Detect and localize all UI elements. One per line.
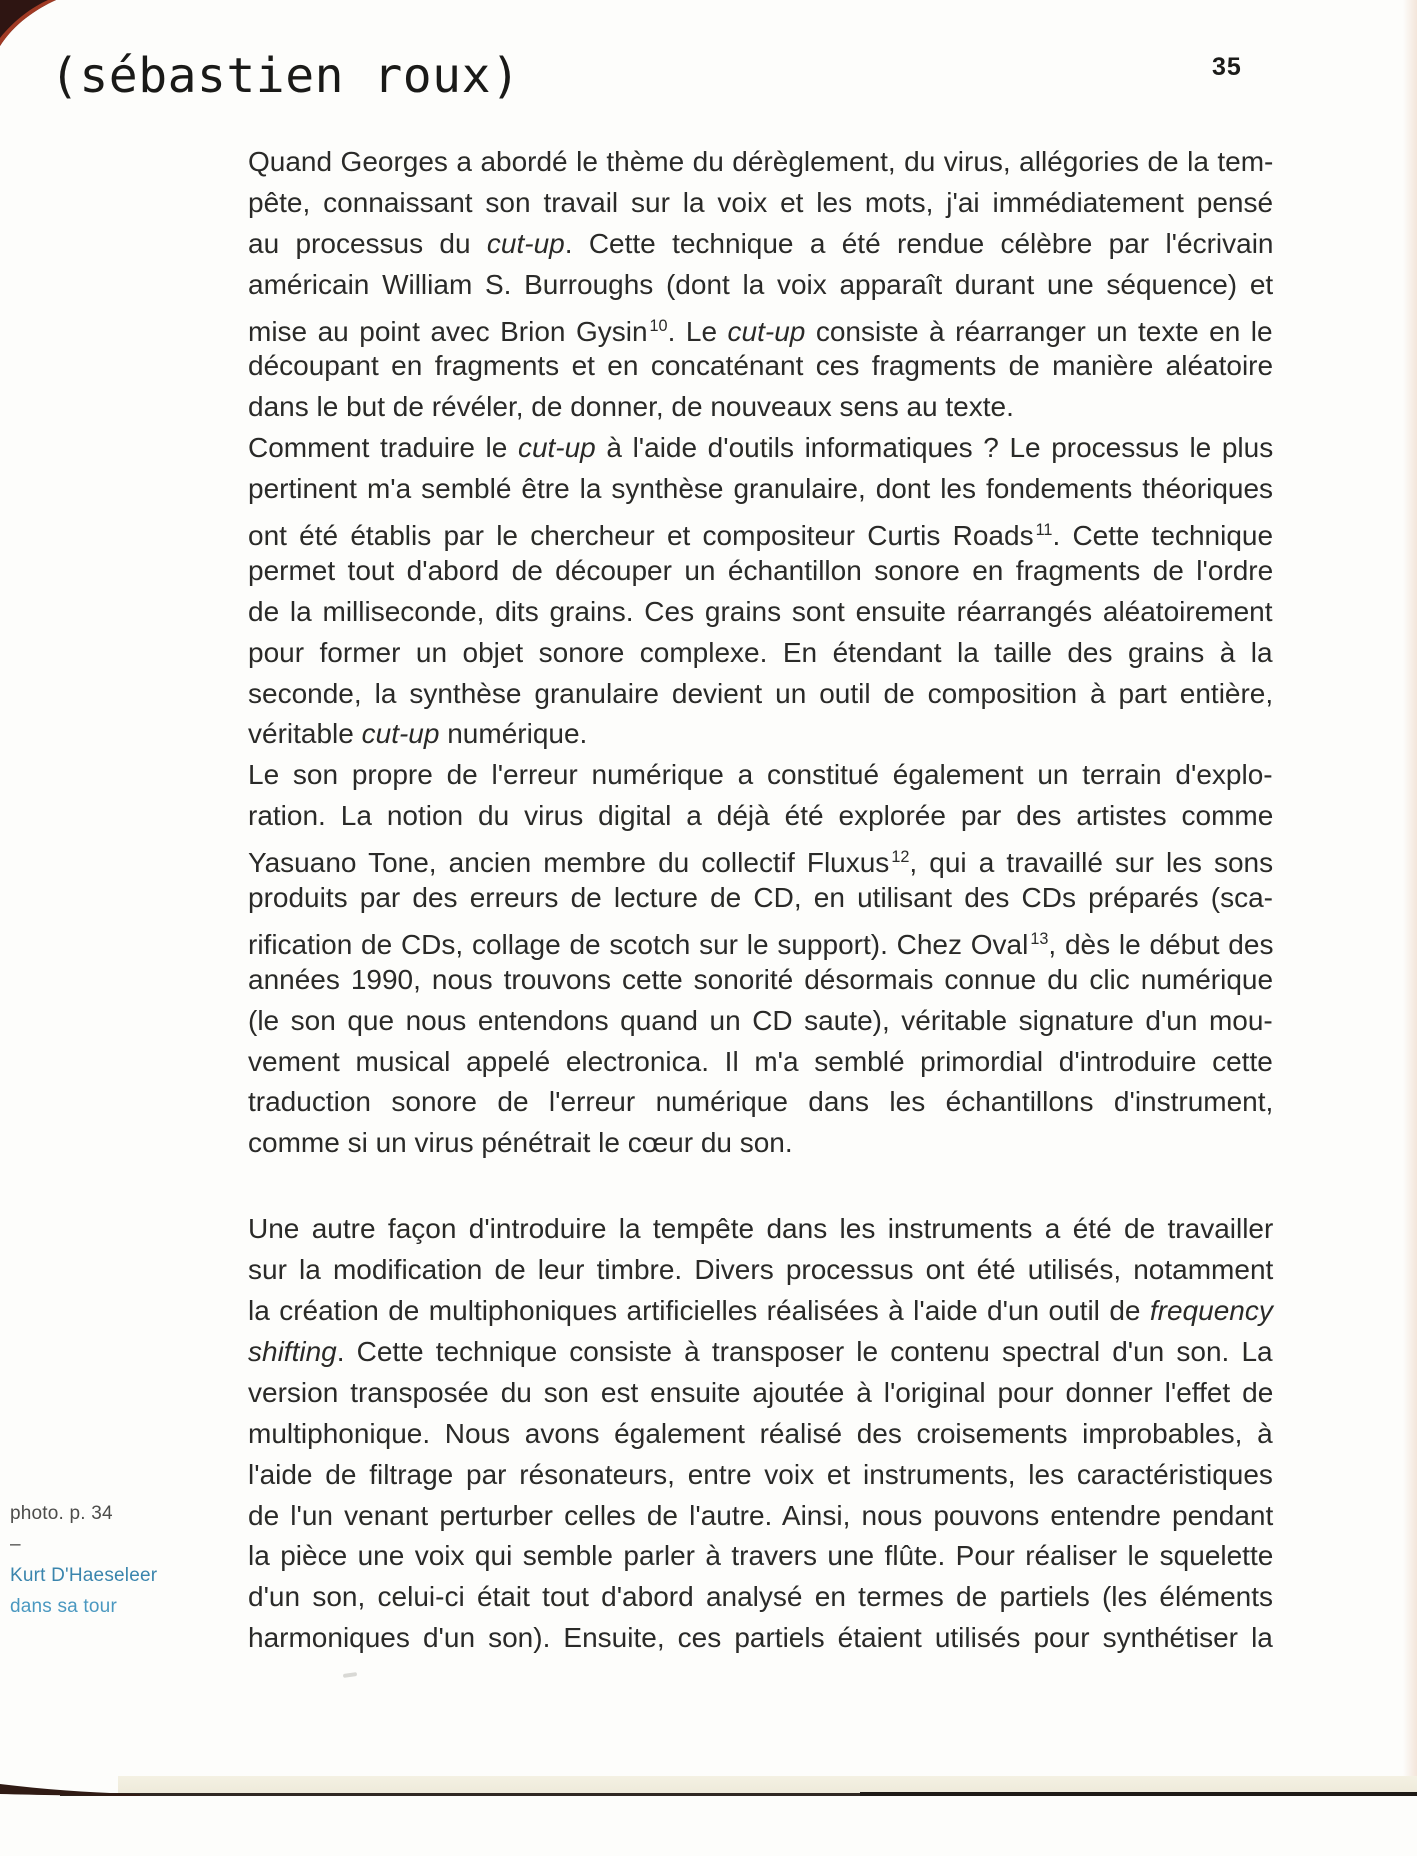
text-line: ration. La notion du virus digital a déjà été explorée par des artistes comme — [248, 800, 1274, 832]
text-line: vement musical appelé electronica. Il m'a semblé primordial d'introduire cette — [248, 1045, 1273, 1077]
text-line: traduction sonore de l'erreur numérique dans les échantillons d'instrument, — [248, 1086, 1274, 1118]
paragraph — [248, 428, 1273, 755]
scan-smudge — [343, 1672, 357, 1678]
text-line: Le son propre de l'erreur numérique a constitué également un terrain d'explo- — [248, 759, 1273, 791]
text-line: mise au point avec Brion Gysin $^{10}$. Le cut-up consiste à réarranger un texte en le — [248, 315, 1273, 347]
page-header-title: (sébastien roux) — [50, 48, 521, 104]
text-line: de l'un venant perturber celles de l'autre. Ainsi, nous pouvons entendre pendant — [248, 1499, 1274, 1531]
text-line: pête, connaissant son travail sur la voix et les mots, j'ai immédiatement pensé — [248, 186, 1274, 218]
paragraph — [248, 755, 1273, 1164]
text-line: Yasuano Tone, ancien membre du collectif Fluxus $^{12}$, qui a travaillé sur les sons — [248, 847, 1274, 879]
text-line: comme si un virus pénétrait le cœur du son. — [248, 1127, 793, 1159]
photo-reference: photo. p. 34 — [10, 1503, 113, 1524]
page-edge-shadow-line-dark — [860, 1792, 1417, 1796]
text-line: Une autre façon d'introduire la tempête dans les instruments a été de travailler — [248, 1213, 1274, 1245]
text-line: Comment traduire le cut-up à l'aide d'outils informatiques ? Le processus le plus — [248, 432, 1274, 464]
text-line: d'un son, celui-ci était tout d'abord analysé en termes de partiels (les éléments — [248, 1581, 1273, 1613]
text-line: dans le but de révéler, de donner, de nouveaux sens au texte. — [248, 391, 1014, 423]
text-line: (le son que nous entendons quand un CD saute), véritable signature d'un mou- — [248, 1004, 1273, 1036]
text-line: rification de CDs, collage de scotch sur le support). Chez Oval $^{13}$, dès le début des — [248, 929, 1274, 961]
body-text — [248, 142, 1273, 1659]
text-line: la création de multiphoniques artificielles réalisées à l'aide d'un outil de frequency — [248, 1295, 1273, 1327]
text-line: ont été établis par le chercheur et compositeur Curtis Roads $^{11}$. Cette technique — [248, 520, 1274, 552]
text-line: harmoniques d'un son). Ensuite, ces partiels étaient utilisés pour synthétiser la — [248, 1622, 1273, 1654]
text-line: permet tout d'abord de découper un échantillon sonore en fragments de l'ordre — [248, 554, 1274, 586]
photo-caption-title: dans sa tour — [10, 1596, 117, 1617]
text-line: de la milliseconde, dits grains. Ces grains sont ensuite réarrangés aléatoirement — [248, 595, 1273, 627]
margin-note — [10, 1498, 157, 1622]
text-line: sur la modification de leur timbre. Divers processus ont été utilisés, notamment — [248, 1254, 1274, 1286]
margin-note-dash: – — [10, 1534, 21, 1555]
text-line: véritable cut-up numérique. — [248, 718, 588, 750]
text-line: la pièce une voix qui semble parler à travers une flûte. Pour réaliser le squelette — [248, 1540, 1274, 1572]
paragraph — [248, 1209, 1273, 1659]
text-line: l'aide de filtrage par résonateurs, entre voix et instruments, les caractéristiques — [248, 1458, 1273, 1490]
page-edge-band — [118, 1776, 1417, 1793]
paragraph — [248, 142, 1273, 428]
text-line: découpant en fragments et en concaténant ces fragments de manière aléatoire — [248, 350, 1274, 382]
page-edge-wedge — [0, 1782, 140, 1800]
text-line: produits par des erreurs de lecture de CD, en utilisant des CDs préparés (sca- — [248, 882, 1273, 914]
text-line: shifting. Cette technique consiste à transposer le contenu spectral d'un son. La — [248, 1335, 1273, 1367]
text-line: années 1990, nous trouvons cette sonorité désormais connue du clic numérique — [248, 963, 1274, 995]
text-line: pertinent m'a semblé être la synthèse granulaire, dont les fondements théoriques — [248, 473, 1274, 505]
text-line: pour former un objet sonore complexe. En étendant la taille des grains à la — [248, 636, 1273, 668]
text-line: américain William S. Burroughs (dont la voix apparaît durant une séquence) et — [248, 268, 1274, 300]
page-edge-shading — [1403, 0, 1417, 1793]
text-line: au processus du cut-up. Cette technique a été rendue célèbre par l'écrivain — [248, 227, 1274, 259]
photo-caption-name: Kurt D'Haeseleer — [10, 1565, 158, 1586]
text-line: seconde, la synthèse granulaire devient un outil de composition à part entière, — [248, 677, 1274, 709]
text-line: version transposée du son est ensuite ajoutée à l'original pour donner l'effet de — [248, 1376, 1274, 1408]
text-line: Quand Georges a abordé le thème du dérèglement, du virus, allégories de la tem- — [248, 146, 1274, 177]
page-number: 35 — [1212, 53, 1242, 81]
corner-mark — [0, 0, 80, 52]
text-line: multiphonique. Nous avons également réalisé des croisements improbables, à — [248, 1417, 1273, 1449]
